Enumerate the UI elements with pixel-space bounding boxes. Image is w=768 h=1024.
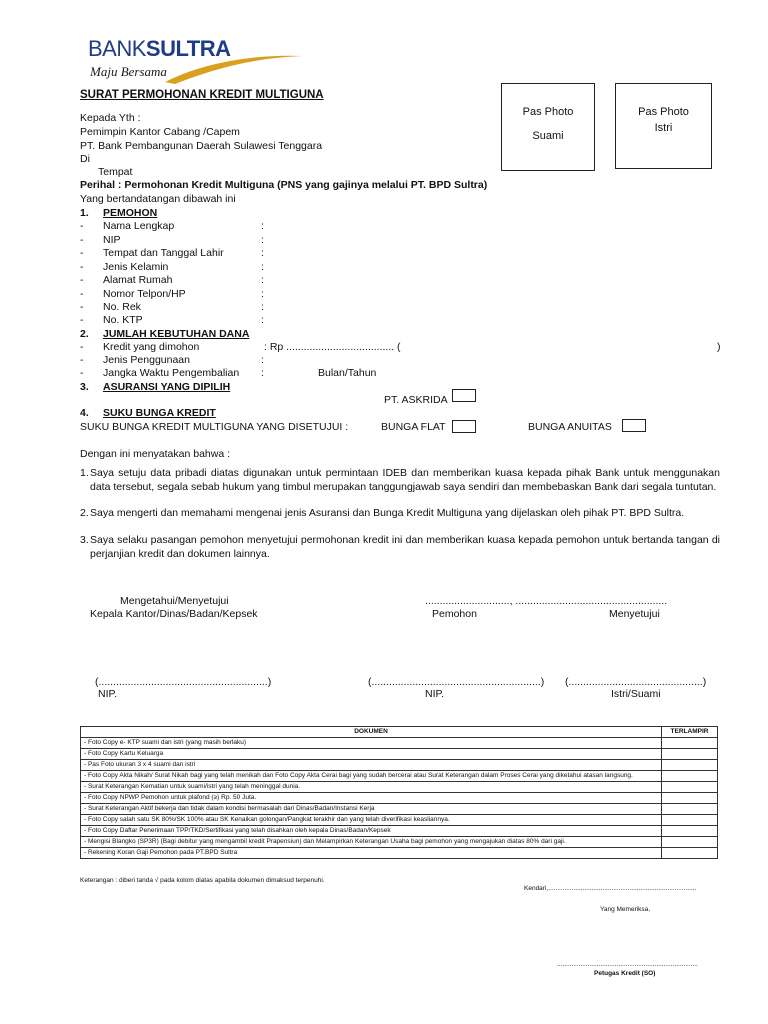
dash: - — [80, 367, 84, 379]
form-title: SURAT PERMOHONAN KREDIT MULTIGUNA — [80, 89, 324, 101]
table-row — [81, 826, 718, 837]
colon: : — [261, 354, 264, 366]
terlampir-cell[interactable] — [662, 837, 718, 848]
colon: : — [261, 234, 264, 246]
bunga-flat-checkbox[interactable] — [452, 420, 476, 433]
sig-left-title2: Kepala Kantor/Dinas/Badan/Kepsek — [90, 608, 258, 620]
dash: - — [80, 354, 84, 366]
terlampir-cell[interactable] — [662, 804, 718, 815]
col-header-terlampir: TERLAMPIR — [662, 727, 718, 738]
table-cell: - Foto Copy NPWP Pemohon untuk plafond (≥) Rp. 50 Juta. — [81, 793, 662, 804]
point-num: 2. — [80, 507, 89, 519]
dash: - — [80, 274, 84, 286]
point-text: Saya selaku pasangan pemohon menyetujui permohonan kredit ini dan memberikan kuasa kepada pemohon untuk bertanda tangan di perjanjian kredit dan dokumen lainnya. — [90, 534, 720, 560]
field-nip: NIP — [103, 234, 121, 246]
photo-istri-sub: Istri — [654, 122, 673, 134]
field-jangka-unit: Bulan/Tahun — [318, 367, 377, 379]
dash: - — [80, 288, 84, 300]
section3-title: ASURANSI YANG DIPILIH — [103, 381, 231, 393]
sig-mid-title: Pemohon — [432, 608, 477, 620]
table-row — [81, 804, 718, 815]
bunga-anuitas-label: BUNGA ANUITAS — [528, 421, 612, 433]
field-kredit: Kredit yang dimohon — [103, 341, 200, 353]
sig-right-title: Menyetujui — [609, 608, 660, 620]
suku-bunga-label: SUKU BUNGA KREDIT MULTIGUNA YANG DISETUJUI : — [80, 421, 349, 433]
table-row — [81, 760, 718, 771]
perihal: Perihal : Permohonan Kredit Multiguna (PNS yang gajinya melalui PT. BPD Sultra) — [80, 179, 488, 191]
sig-left-title1: Mengetahui/Menyetujui — [120, 595, 229, 607]
terlampir-cell[interactable] — [662, 782, 718, 793]
document-checklist-table — [80, 726, 718, 859]
point-num: 3. — [80, 534, 89, 546]
photo-suami-sub: Suami — [532, 130, 564, 142]
dash: - — [80, 314, 84, 326]
insurance-option-label: PT. ASKRIDA — [384, 394, 448, 406]
field-ttl: Tempat dan Tanggal Lahir — [103, 247, 224, 259]
sig-left-nip: NIP. — [98, 688, 118, 700]
section1-title: PEMOHON — [103, 207, 158, 219]
section4-num: 4. — [80, 407, 89, 419]
table-row — [81, 848, 718, 859]
table-cell: - Foto Copy e- KTP suami dan istri (yang masih berlaku) — [81, 738, 662, 749]
table-cell: - Foto Copy Kartu Keluarga — [81, 749, 662, 760]
field-jenis-kelamin: Jenis Kelamin — [103, 261, 169, 273]
logo-swoosh-icon — [160, 50, 305, 85]
table-note: Keterangan : diberi tanda √ pada kolom diatas apabila dokumen dimaksud terpenuhi. — [80, 877, 325, 884]
section3-num: 3. — [80, 381, 89, 393]
colon: : — [261, 261, 264, 273]
table-row — [81, 782, 718, 793]
colon: : — [261, 220, 264, 232]
terlampir-cell[interactable] — [662, 771, 718, 782]
colon: : — [261, 274, 264, 286]
point-text: Saya mengerti dan memahami mengenai jenis Asuransi dan Bunga Kredit Multiguna yang dijelaskan oleh pihak PT. BPD Sultra. — [90, 507, 685, 519]
address-line3: Di — [80, 153, 90, 165]
field-jangka-waktu: Jangka Waktu Pengembalian — [103, 367, 240, 379]
colon: : — [261, 288, 264, 300]
examiner-label: Yang Memeriksa, — [600, 906, 651, 913]
field-nama: Nama Lengkap — [103, 220, 175, 232]
logo-tagline: Maju Bersama — [90, 64, 167, 79]
sig-right-role: Istri/Suami — [611, 688, 661, 700]
address-to: Kepada Yth : — [80, 112, 141, 124]
colon: : — [261, 367, 264, 379]
field-alamat: Alamat Rumah — [103, 274, 173, 286]
table-cell: - Surat Keterangan Kematian untuk suami/istri yang telah meninggal dunia. — [81, 782, 662, 793]
photo-box-istri — [615, 83, 712, 169]
dash: - — [80, 341, 84, 353]
sig-mid-line: (..........................................................) — [368, 676, 545, 688]
table-cell: - Pas Foto ukuran 3 x 4 suami dan istri — [81, 760, 662, 771]
table-row — [81, 749, 718, 760]
dash: - — [80, 220, 84, 232]
dash: - — [80, 301, 84, 313]
askrida-checkbox[interactable] — [452, 389, 476, 402]
address-line1: Pemimpin Kantor Cabang /Capem — [80, 126, 240, 138]
intro-text: Yang bertandatangan dibawah ini — [80, 193, 236, 205]
section4-title: SUKU BUNGA KREDIT — [103, 407, 216, 419]
sig-mid-nip: NIP. — [425, 688, 445, 700]
kendari-date: Kendari,.................................................................................. — [524, 885, 697, 892]
section2-num: 2. — [80, 328, 89, 340]
terlampir-cell[interactable] — [662, 826, 718, 837]
field-telpon: Nomor Telpon/HP — [103, 288, 186, 300]
officer-title: Petugas Kredit (SO) — [594, 970, 656, 977]
section1-num: 1. — [80, 207, 89, 219]
statement-point-1 — [80, 467, 720, 494]
colon: : — [261, 314, 264, 326]
col-header-dokumen: DOKUMEN — [81, 727, 662, 738]
table-row — [81, 771, 718, 782]
table-header-row — [81, 727, 718, 738]
table-cell: - Surat Keterangan Aktif bekerja dan tidak dalam kondisi bermasalah dari Dinas/Badan/Instansi Kerja — [81, 804, 662, 815]
photo-box-suami — [501, 83, 595, 171]
section2-title: JUMLAH KEBUTUHAN DANA — [103, 328, 250, 340]
field-norek: No. Rek — [103, 301, 141, 313]
table-cell: - Mengisi Blangko (SP3R) (Bagi debitur yang mengambil kredit Prapensiun) dan Melampirkan Keterangan Usaha bagi pemohon yang mengajukan diatas 80% dari gaji. — [81, 837, 662, 848]
table-row — [81, 738, 718, 749]
photo-suami-label: Pas Photo — [522, 106, 574, 118]
point-text: Saya setuju data pribadi diatas digunakan untuk permintaan IDEB dan memberikan kuasa kepada pihak Bank untuk menggunakan data tersebut, segala sebab hukum yang timbul merupakan tanggungjawab saya sendiri dan membebaskan Bank dari segala tuntutan. — [90, 467, 720, 493]
sig-left-line: (..........................................................) — [95, 676, 272, 688]
dash: - — [80, 261, 84, 273]
statement-point-2 — [80, 507, 720, 521]
sig-right-line: (..............................................) — [565, 676, 707, 688]
field-penggunaan: Jenis Penggunaan — [103, 354, 190, 366]
field-kredit-end: ) — [717, 341, 721, 353]
table-cell: - Foto Copy Daftar Penerimaan TPP/TKD/Sertifikasi yang telah disahkan oleh kepala Dinas/Badan/Kepsek — [81, 826, 662, 837]
table-cell: - Rekening Koran Gaji Pemohon pada PT.BPD Sultra — [81, 848, 662, 859]
address-line2: PT. Bank Pembangunan Daerah Sulawesi Tenggara — [80, 140, 323, 152]
dash: - — [80, 234, 84, 246]
logo-bank-text: BANK — [88, 36, 146, 61]
photo-istri-label: Pas Photo — [638, 106, 689, 118]
bunga-anuitas-checkbox[interactable] — [622, 419, 646, 432]
table-row — [81, 793, 718, 804]
colon: : — [261, 247, 264, 259]
table-row — [81, 837, 718, 848]
sig-place-date: ............................., .................................................... — [425, 595, 668, 607]
table-row — [81, 815, 718, 826]
statement-heading: Dengan ini menyatakan bahwa : — [80, 448, 231, 460]
table-cell: - Foto Copy salah satu SK 80%/SK 100% atau SK Kenaikan golongan/Pangkat terakhir dan yang telah diverifikasi keasliannya. — [81, 815, 662, 826]
terlampir-cell[interactable] — [662, 848, 718, 859]
terlampir-cell[interactable] — [662, 738, 718, 749]
terlampir-cell[interactable] — [662, 749, 718, 760]
terlampir-cell[interactable] — [662, 815, 718, 826]
terlampir-cell[interactable] — [662, 793, 718, 804]
officer-sign-line: .............................................................................. — [557, 961, 698, 968]
address-line4: Tempat — [98, 166, 133, 178]
bunga-flat-label: BUNGA FLAT — [381, 421, 446, 433]
field-kredit-value: : Rp ..................................... ( — [264, 341, 401, 353]
terlampir-cell[interactable] — [662, 760, 718, 771]
colon: : — [261, 301, 264, 313]
table-cell: - Foto Copy Akta Nikah/ Surat Nikah bagi yang telah menikah dan Foto Copy Akta Cerai bagi yang sudah bercerai atau Surat Keterangan dalam Proses Cerai yang diketahui atasan langsung. — [81, 771, 662, 782]
field-ktp: No. KTP — [103, 314, 143, 326]
logo-sultra-text: SULTRA — [145, 36, 231, 61]
point-num: 1. — [80, 467, 89, 479]
dash: - — [80, 247, 84, 259]
statement-point-3 — [80, 534, 720, 561]
